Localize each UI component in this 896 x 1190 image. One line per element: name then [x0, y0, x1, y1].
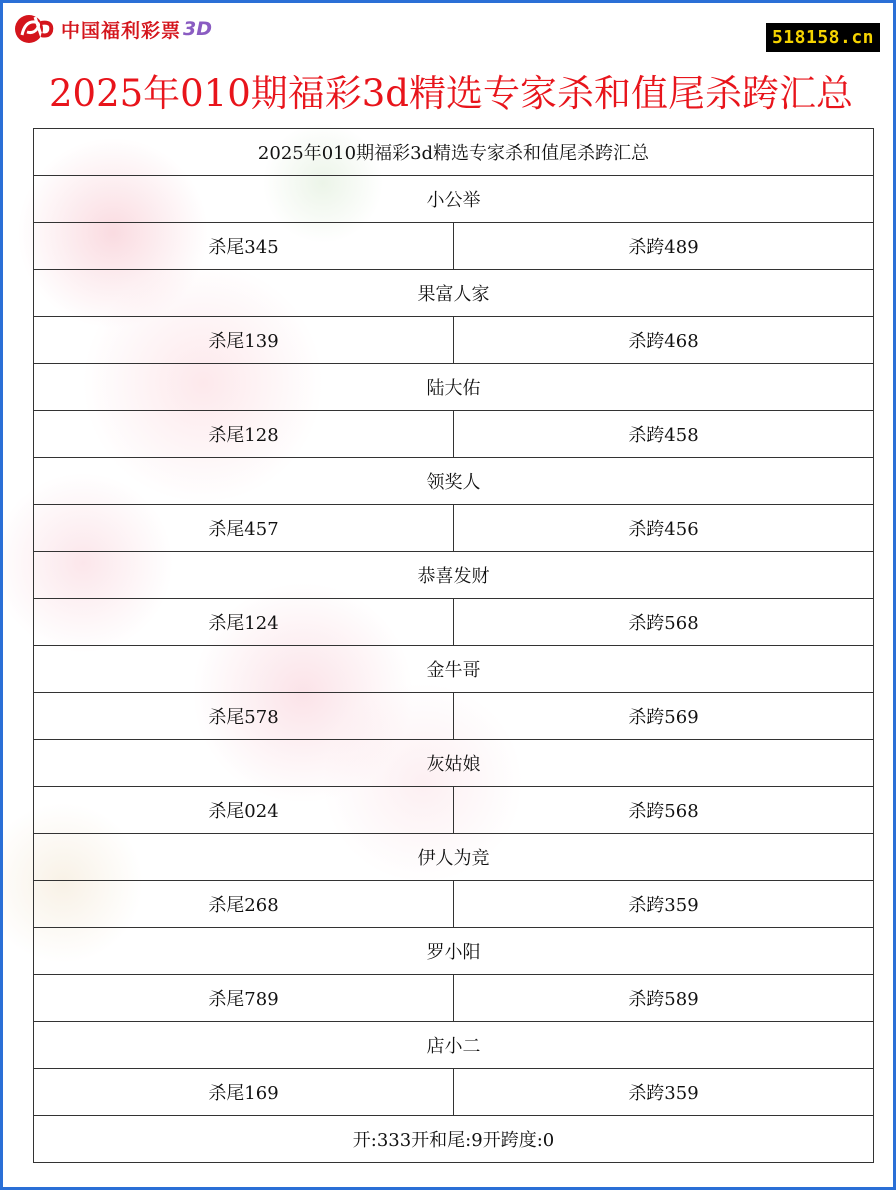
expert-values-row — [34, 223, 874, 270]
kill-tail-cell: 杀尾789 — [34, 975, 454, 1022]
logo-text: 中国福利彩票 — [61, 19, 182, 42]
expert-values-row — [34, 881, 874, 928]
expert-values-row — [34, 411, 874, 458]
expert-name-row — [34, 928, 874, 975]
expert-name-row — [34, 270, 874, 317]
expert-name: 果富人家 — [34, 270, 874, 317]
kill-span-cell: 杀跨569 — [454, 693, 874, 740]
page-title: 2025年010期福彩3d精选专家杀和值尾杀跨汇总 — [48, 72, 853, 115]
expert-name-row — [34, 646, 874, 693]
summary-table — [33, 128, 874, 1163]
expert-name-row — [34, 458, 874, 505]
kill-span-cell: 杀跨589 — [454, 975, 874, 1022]
expert-name: 罗小阳 — [34, 928, 874, 975]
table-header: 2025年010期福彩3d精选专家杀和值尾杀跨汇总 — [34, 129, 874, 176]
table-header-row — [34, 129, 874, 176]
kill-tail-cell: 杀尾169 — [34, 1069, 454, 1116]
expert-name-row — [34, 834, 874, 881]
kill-tail-cell: 杀尾457 — [34, 505, 454, 552]
kill-span-cell: 杀跨468 — [454, 317, 874, 364]
welfare-lottery-logo-icon — [13, 13, 57, 45]
expert-name: 小公举 — [34, 176, 874, 223]
expert-name: 金牛哥 — [34, 646, 874, 693]
kill-tail-cell: 杀尾268 — [34, 881, 454, 928]
kill-span-cell: 杀跨359 — [454, 881, 874, 928]
lottery-logo — [13, 13, 212, 45]
expert-name-row — [34, 740, 874, 787]
draw-result: 开:333开和尾:9开跨度:0 — [34, 1116, 874, 1163]
kill-span-cell: 杀跨489 — [454, 223, 874, 270]
expert-name: 恭喜发财 — [34, 552, 874, 599]
kill-span-cell: 杀跨359 — [454, 1069, 874, 1116]
expert-name-row — [34, 176, 874, 223]
expert-name-row — [34, 552, 874, 599]
expert-name: 灰姑娘 — [34, 740, 874, 787]
kill-tail-cell: 杀尾345 — [34, 223, 454, 270]
kill-span-cell: 杀跨568 — [454, 787, 874, 834]
expert-values-row — [34, 505, 874, 552]
expert-name: 伊人为竞 — [34, 834, 874, 881]
kill-tail-cell: 杀尾024 — [34, 787, 454, 834]
expert-values-row — [34, 317, 874, 364]
kill-span-cell: 杀跨456 — [454, 505, 874, 552]
expert-name-row — [34, 1022, 874, 1069]
kill-span-cell: 杀跨568 — [454, 599, 874, 646]
expert-name: 领奖人 — [34, 458, 874, 505]
kill-tail-cell: 杀尾139 — [34, 317, 454, 364]
expert-values-row — [34, 599, 874, 646]
kill-tail-cell: 杀尾578 — [34, 693, 454, 740]
expert-name-row — [34, 364, 874, 411]
expert-values-row — [34, 975, 874, 1022]
kill-span-cell: 杀跨458 — [454, 411, 874, 458]
kill-tail-cell: 杀尾124 — [34, 599, 454, 646]
logo-3d-text: 3D — [183, 18, 213, 40]
site-badge[interactable]: 518158.cn — [766, 23, 880, 52]
expert-name: 店小二 — [34, 1022, 874, 1069]
kill-tail-cell: 杀尾128 — [34, 411, 454, 458]
draw-result-row — [34, 1116, 874, 1163]
expert-values-row — [34, 693, 874, 740]
expert-values-row — [34, 787, 874, 834]
expert-values-row — [34, 1069, 874, 1116]
expert-name: 陆大佑 — [34, 364, 874, 411]
